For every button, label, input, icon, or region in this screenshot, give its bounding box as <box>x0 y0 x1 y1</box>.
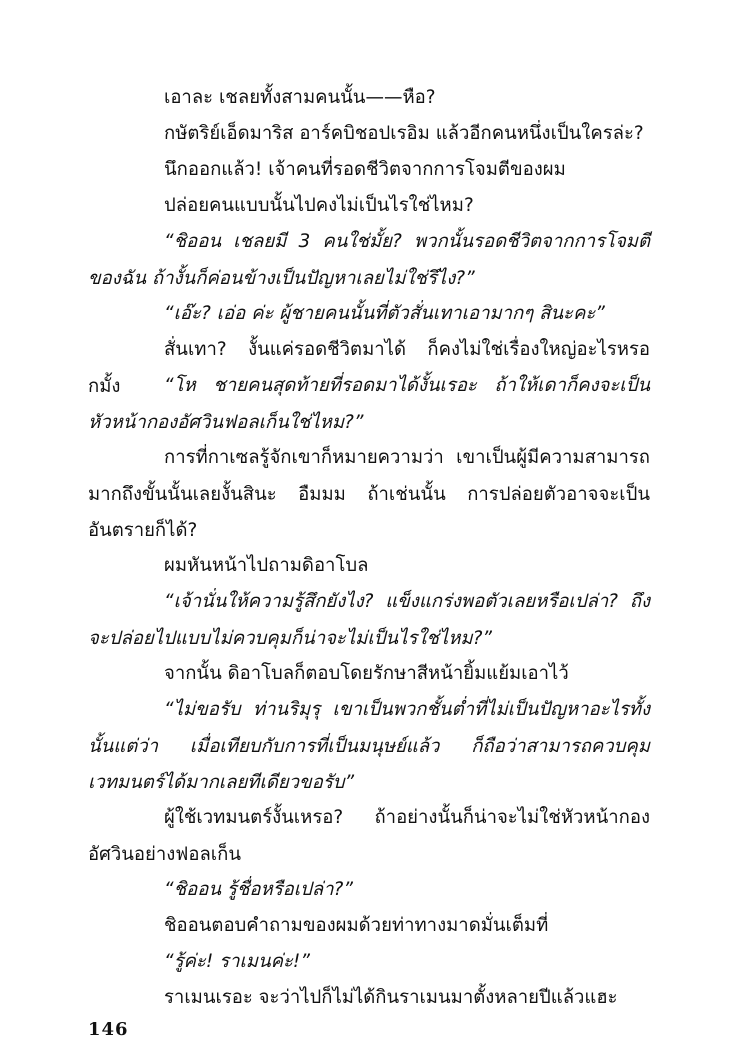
paragraph-2: กษัตริย์เอ็ดมาริส อาร์คบิชอปเรอิม แล้วอีกคนหนึ่งเป็นใครล่ะ? <box>164 123 644 144</box>
paragraph-8: “โห ชายคนสุดท้ายที่รอดมาได้งั้นเรอะ ถ้าให้เดาก็คงจะเป็นหัวหน้ากองอัศวินฟอลเก็นใช่ไหม?” <box>88 375 650 433</box>
paragraph-1: เอาละ เชลยทั้งสามคนนั้น——หือ? <box>164 87 436 108</box>
page-number: 146 <box>88 1019 129 1040</box>
paragraph-10: ผมหันหน้าไปถามดิอาโบล <box>164 555 369 576</box>
paragraph-14: ผู้ใช้เวทมนตร์งั้นเหรอ? ถ้าอย่างนั้นก็น่าจะไม่ใช่หัวหน้ากองอัศวินอย่างฟอลเก็น <box>88 807 650 865</box>
paragraph-11: “เจ้านั่นให้ความรู้สึกยังไง? แข็งแกร่งพอตัวเลยหรือเปล่า? ถึงจะปล่อยไปแบบไม่ควบคุมก็น่าจะไม่เป็นไรใช่ไหม?” <box>88 591 650 649</box>
paragraph-17: “รู้ค่ะ! ราเมนค่ะ!” <box>164 951 310 972</box>
paragraph-16: ชิออนตอบคำถามของผมด้วยท่าทางมาดมั่นเต็มที่ <box>164 915 549 936</box>
paragraph-7: สั่นเทา? งั้นแค่รอดชีวิตมาได้ ก็คงไม่ใช่เรื่องใหญ่อะไรหรอกมั้ง <box>88 339 650 397</box>
paragraph-6: “เอ๊ะ? เอ่อ ค่ะ ผู้ชายคนนั้นที่ตัวสั่นเทาเอามากๆ สินะคะ” <box>164 303 605 324</box>
paragraph-5: “ชิออน เชลยมี 3 คนใช่มั้ย? พวกนั้นรอดชีวิตจากการโจมตีของฉัน ถ้างั้นก็ค่อนข้างเป็นปัญหาเลยไม่ใช่รึไง?” <box>88 231 650 289</box>
paragraph-13: “ไม่ขอรับ ท่านริมุรุ เขาเป็นพวกชั้นต่ำที่ไม่เป็นปัญหาอะไรทั้งนั้นแต่ว่า เมื่อเทียบกับการที่เป็นมนุษย์แล้ว ก็ถือว่าสามารถควบคุมเวทมนตร์ได้มากเลยทีเดียวขอรับ” <box>88 699 650 793</box>
paragraph-3: นึกออกแล้ว! เจ้าคนที่รอดชีวิตจากการโจมตีของผม <box>164 159 566 180</box>
paragraph-15: “ชิออน รู้ชื่อหรือเปล่า?” <box>164 879 353 900</box>
paragraph-4: ปล่อยคนแบบนั้นไปคงไม่เป็นไรใช่ไหม? <box>164 195 474 216</box>
paragraph-18: ราเมนเรอะ จะว่าไปก็ไม่ได้กินราเมนมาตั้งหลายปีแล้วแฮะ <box>164 987 618 1008</box>
paragraph-9: การที่กาเซลรู้จักเขาก็หมายความว่า เขาเป็นผู้มีความสามารถมากถึงขั้นนั้นเลยงั้นสินะ อืมมม ถ้าเช่นนั้น การปล่อยตัวอาจจะเป็นอันตรายก็ได้? <box>88 447 650 541</box>
paragraph-12: จากนั้น ดิอาโบลก็ตอบโดยรักษาสีหน้ายิ้มแย้มเอาไว้ <box>164 663 569 684</box>
